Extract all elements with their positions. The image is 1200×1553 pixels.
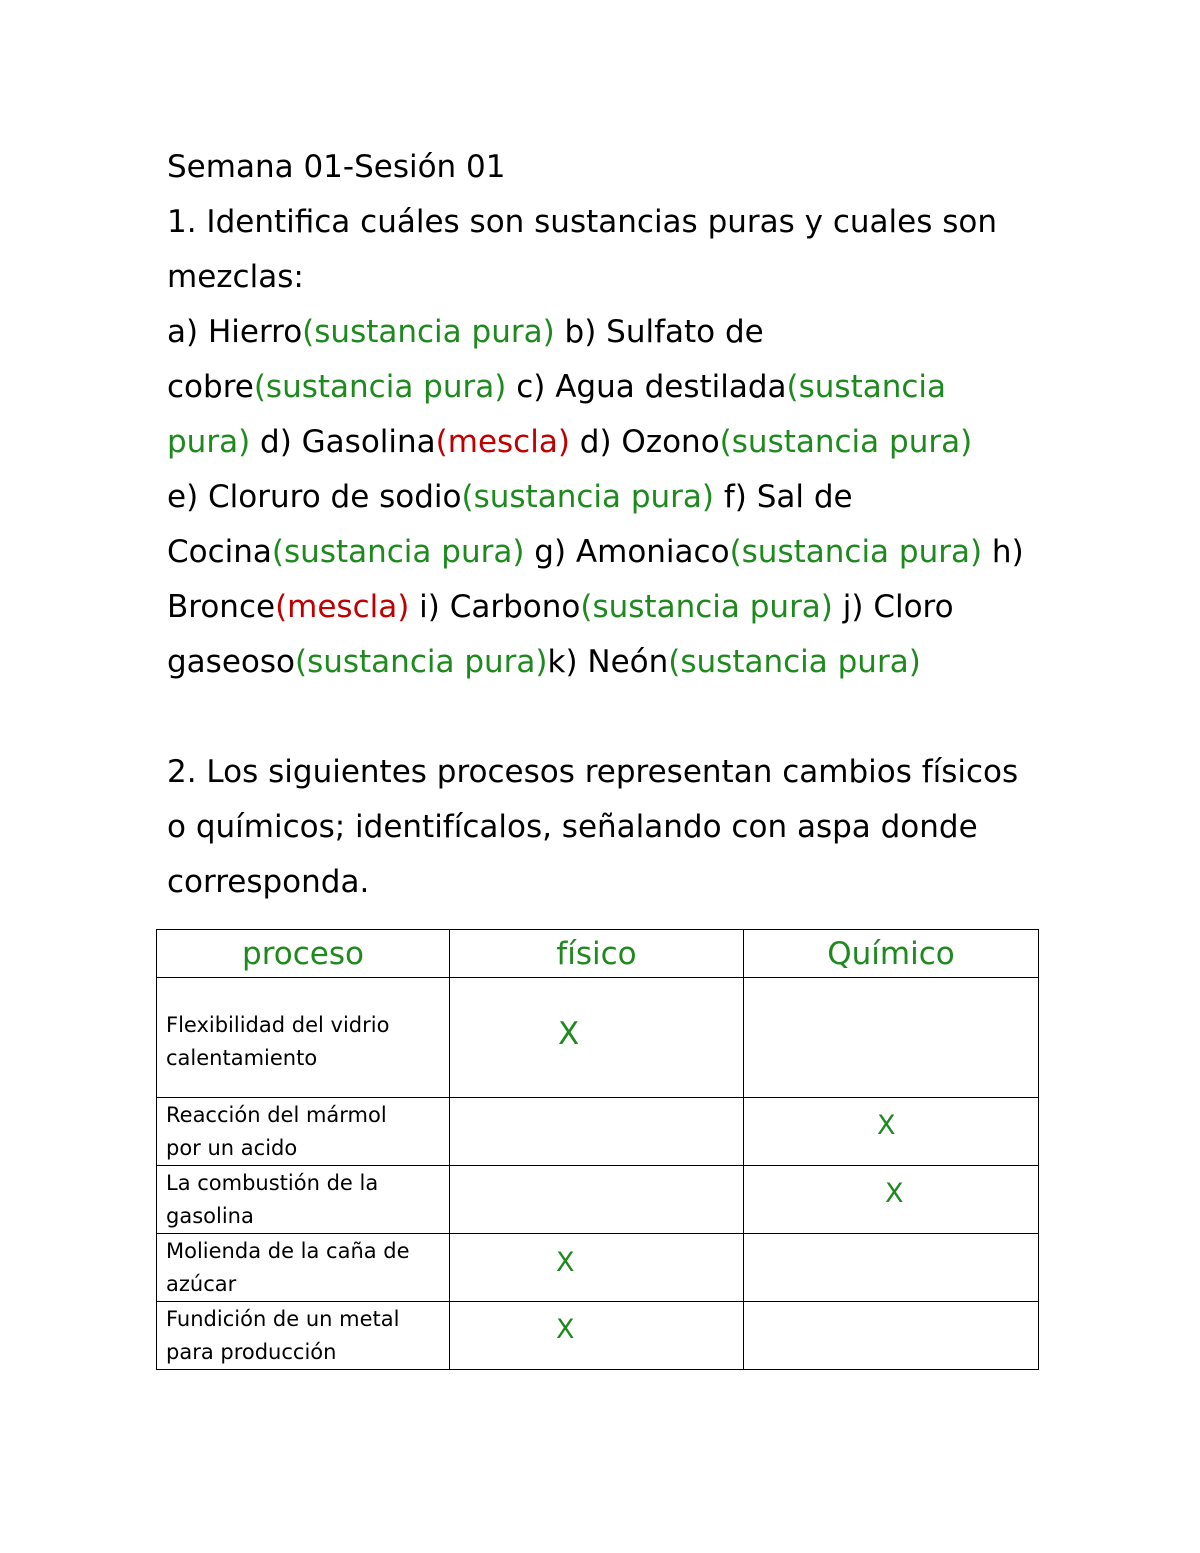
fisico-cell [450,978,744,1098]
question-text: h) [982,534,1024,570]
question-text: j) Cloro [832,589,954,625]
process-cell [157,1302,450,1370]
answer-mixture: (mescla) [435,424,570,460]
header-quimico: Químico [744,930,1039,978]
q1-line [167,195,1047,250]
process-line: calentamiento [166,1045,318,1070]
table-row [157,1302,1039,1370]
process-line: Flexibilidad del vidrio [166,1012,390,1037]
check-mark: X [885,1178,904,1209]
q1-line [167,635,1047,690]
question-2 [167,745,1047,910]
question-text: e) Cloruro de sodio [167,479,462,515]
q1-line [167,305,1047,360]
question-text: k) Neón [547,644,669,680]
question-text: c) Agua destilada [506,369,787,405]
question-text: b) Sulfato de [554,314,764,350]
question-text: Cocina [167,534,272,570]
check-mark: X [556,1247,575,1278]
answer-pure-substance: (sustancia pura) [271,534,525,570]
fisico-cell [450,1302,744,1370]
quimico-cell [744,1234,1039,1302]
fisico-cell [450,1098,744,1166]
question-text: gaseoso [167,644,295,680]
header-proceso: proceso [157,930,450,978]
answer-pure-substance: (sustancia pura) [580,589,833,625]
session-heading: Semana 01-Sesión 01 [167,149,506,185]
quimico-cell [744,1166,1039,1234]
process-line: por un acido [166,1135,298,1160]
process-line: La combustión de la [166,1170,379,1195]
table-row [157,978,1039,1098]
table-row [157,1234,1039,1302]
process-line: gasolina [166,1203,254,1228]
q2-line: corresponda. [167,864,370,900]
answer-pure-substance: (sustancia pura) [294,644,548,680]
q1-line [167,470,1047,525]
answer-pure-substance: (sustancia [786,369,947,405]
quimico-cell [744,978,1039,1098]
question-text: d) Gasolina [250,424,436,460]
q1-line [167,580,1047,635]
answer-pure-substance: (sustancia pura) [719,424,973,460]
q1-line [167,415,1047,470]
answer-pure-substance: (sustancia pura) [729,534,983,570]
answer-pure-substance: (sustancia pura) [302,314,555,350]
table-header-row [157,930,1039,978]
quimico-cell [744,1098,1039,1166]
process-line: azúcar [166,1271,237,1296]
question-text: i) Carbono [409,589,581,625]
q2-line: o químicos; identifícalos, señalando con aspa donde [167,809,978,845]
fisico-cell [450,1234,744,1302]
question-text: Bronce [167,589,276,625]
fisico-cell [450,1166,744,1234]
table-row [157,1098,1039,1166]
q1-line [167,250,1047,305]
check-mark: X [556,1314,575,1345]
question-text: mezclas: [167,259,304,295]
question-text: g) Amoniaco [524,534,730,570]
question-text: cobre [167,369,254,405]
header-fisico: físico [450,930,744,978]
quimico-cell [744,1302,1039,1370]
process-line: Molienda de la caña de [166,1238,410,1263]
table-row [157,1166,1039,1234]
check-mark: X [877,1110,896,1141]
question-text: f) Sal de [714,479,853,515]
q1-line [167,360,1047,415]
process-cell [157,1098,450,1166]
question-text: a) Hierro [167,314,303,350]
q1-line [167,525,1047,580]
q2-line: 2. Los siguientes procesos representan cambios físicos [167,754,1019,790]
process-table [156,929,1039,1370]
answer-pure-substance: (sustancia pura) [461,479,715,515]
process-cell [157,978,450,1098]
question-text: d) Ozono [569,424,720,460]
process-line: Reacción del mármol [166,1102,387,1127]
process-line: Fundición de un metal [166,1306,400,1331]
answer-pure-substance: pura) [167,424,251,460]
process-cell [157,1166,450,1234]
question-1 [167,195,1047,690]
answer-mixture: (mescla) [275,589,410,625]
process-line: para producción [166,1339,337,1364]
answer-pure-substance: (sustancia pura) [253,369,507,405]
check-mark: X [558,1016,580,1052]
question-text: 1. Identifica cuáles son sustancias puras y cuales son [167,204,997,240]
process-cell [157,1234,450,1302]
answer-pure-substance: (sustancia pura) [668,644,921,680]
